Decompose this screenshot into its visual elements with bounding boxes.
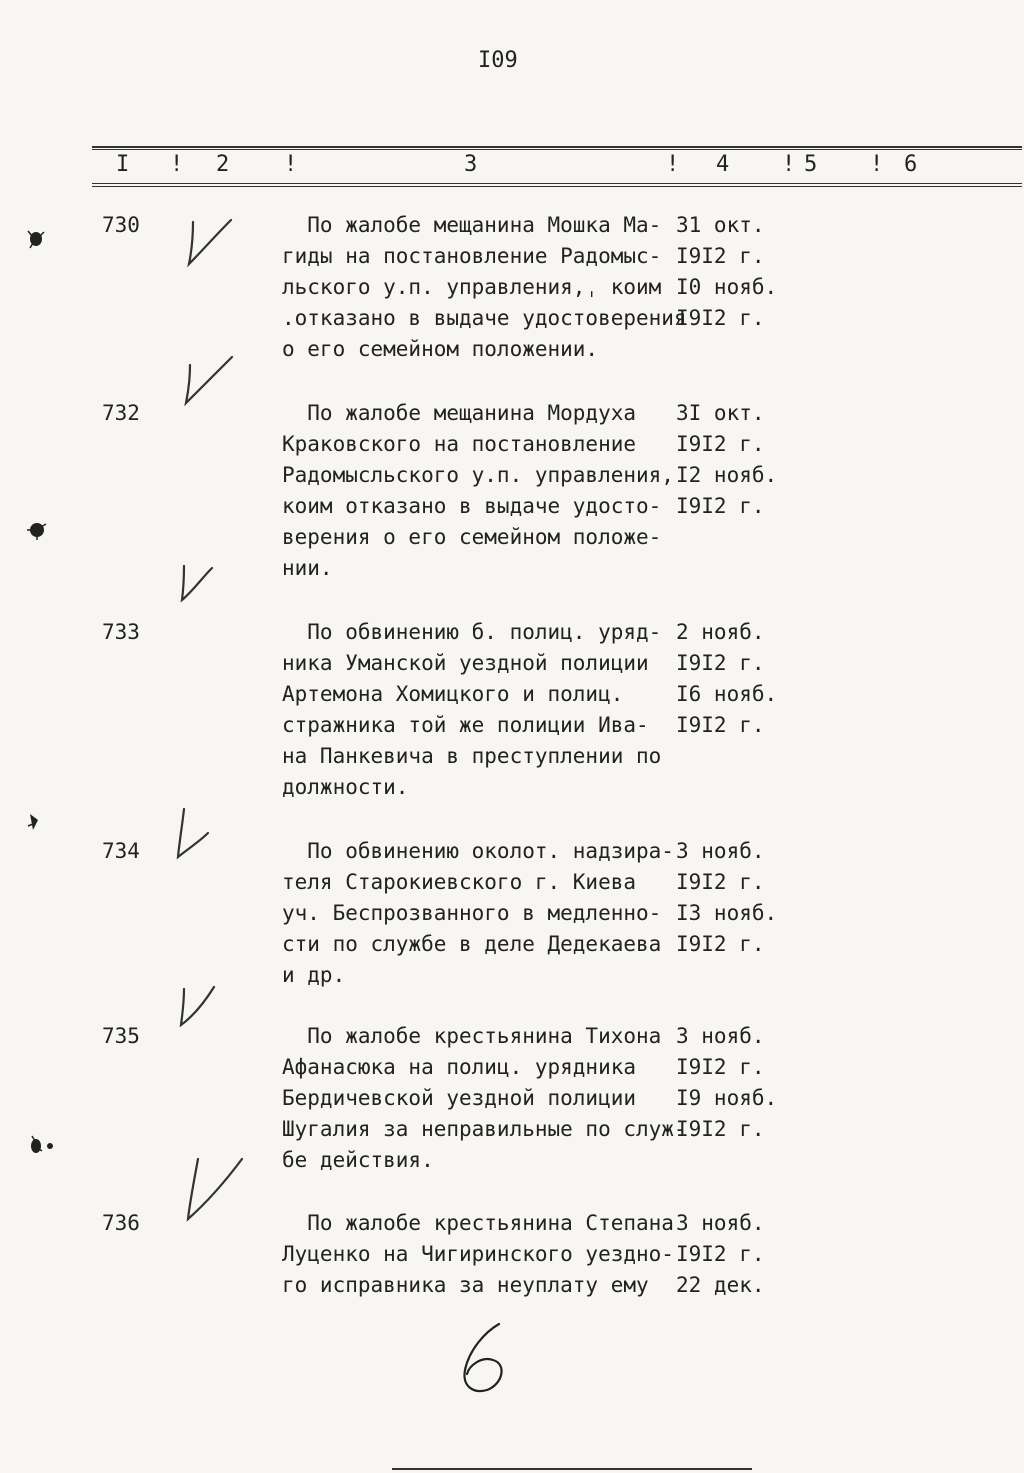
column-separator: ! bbox=[666, 152, 680, 177]
entry-dates: 3 нояб. I9I2 г. I3 нояб. I9I2 г. bbox=[676, 839, 778, 956]
entry-description: По жалобе крестьянина Степана Луценко на Чигиринского уездно- го исправника за неуплату ему bbox=[282, 1211, 674, 1297]
entry-dates: 3 нояб. I9I2 г. 22 дек. bbox=[676, 1211, 765, 1297]
column-header-3: 3 bbox=[464, 152, 478, 177]
column-separator: ! bbox=[170, 152, 184, 177]
entry-number: 735 bbox=[102, 1024, 140, 1048]
entry-description: По обвинению околот. надзира- теля Старокиевского г. Киева уч. Беспрозванного в медленно- сти по службе в деле Дедекаева и др. bbox=[282, 839, 674, 987]
entry-number: 734 bbox=[102, 839, 140, 863]
column-header-1: I bbox=[116, 152, 130, 177]
column-separator: ! bbox=[870, 152, 884, 177]
column-separator: ! bbox=[782, 152, 796, 177]
check-mark-icon bbox=[176, 562, 216, 604]
entry-number: 730 bbox=[102, 213, 140, 237]
entry-dates: 31 окт. I9I2 г. I0 нояб. I9I2 г. bbox=[676, 213, 778, 330]
punch-hole-blot bbox=[24, 518, 50, 542]
column-header-2: 2 bbox=[216, 152, 230, 177]
header-top-rule bbox=[92, 146, 1022, 148]
entry-dates: 3I окт. I9I2 г. I2 нояб. I9I2 г. bbox=[676, 401, 778, 518]
column-header-4: 4 bbox=[716, 152, 730, 177]
entry-description: По обвинению б. полиц. уряд- ника Уманской уездной полиции Артемона Хомицкого и полиц. стражника той же полиции Ива- на Панкевича в преступлении по должности. bbox=[282, 620, 662, 799]
entry-number: 736 bbox=[102, 1211, 140, 1235]
entry-description: По жалобе мещанина Мордуха Краковского на постановление Радомысльского у.п. управления, коим отказано в выдаче удосто- верения о его семейном положе- нии. bbox=[282, 401, 674, 580]
check-mark-icon bbox=[185, 218, 237, 270]
entry-number: 732 bbox=[102, 401, 140, 425]
header-bottom-rule-inner bbox=[92, 186, 1022, 187]
bottom-rule bbox=[392, 1468, 752, 1470]
column-separator: ! bbox=[284, 152, 298, 177]
check-mark-icon bbox=[180, 355, 236, 407]
check-mark-icon bbox=[176, 983, 218, 1029]
check-mark-icon bbox=[174, 805, 214, 861]
page-number: I09 bbox=[478, 48, 518, 73]
entry-number: 733 bbox=[102, 620, 140, 644]
entry-dates: 2 нояб. I9I2 г. I6 нояб. I9I2 г. bbox=[676, 620, 778, 737]
header-bottom-rule bbox=[92, 183, 1022, 184]
header-top-rule-inner bbox=[92, 149, 1022, 150]
punch-hole-blot bbox=[24, 810, 46, 834]
column-header-6: 6 bbox=[904, 152, 918, 177]
entry-description: По жалобе мещанина Мошка Ма- гиды на постановление Радомыс- льского у.п. управления,ˌ коим .отказано в выдаче удостоверения о его семейном положении. bbox=[282, 213, 687, 361]
handwritten-folio-number bbox=[455, 1318, 519, 1398]
column-header-5: 5 bbox=[804, 152, 818, 177]
punch-hole-blot bbox=[44, 1140, 56, 1152]
punch-hole-blot bbox=[24, 228, 48, 250]
entry-dates: 3 нояб. I9I2 г. I9 нояб. I9I2 г. bbox=[676, 1024, 778, 1141]
check-mark-icon bbox=[180, 1155, 246, 1225]
entry-description: По жалобе крестьянина Тихона Афанасюка на полиц. урядника Бердичевской уездной полиции Шугалия за неправильные по служ- бе действия. bbox=[282, 1024, 687, 1172]
